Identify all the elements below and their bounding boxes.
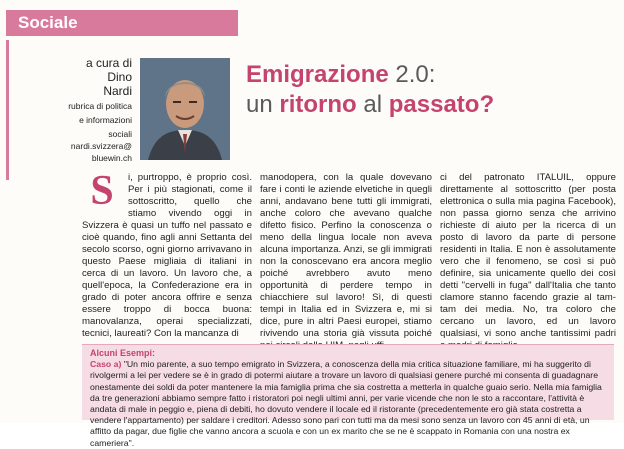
author-photo [140,58,230,160]
title-line-1 [246,60,616,90]
author-email-1: nardi.svizzera@ [70,141,132,151]
section-label: Sociale [18,13,78,32]
article-body [82,168,622,346]
examples-heading: Alcuni Esempi: [90,348,156,358]
author-role-3: sociali [108,129,132,139]
examples-box [82,344,614,448]
author-last-name: Nardi [103,84,132,98]
example-case-a [90,359,606,449]
author-role-2: e informazioni [79,115,132,125]
column-1-text: i, purtroppo, è proprio così. Per i più stagionati, come il sottoscritto, quello che stiamo vivendo oggi in Svizzera è quasi un tuffo nel passato e cioè quando, fino agli anni Settanta del secolo scorso, ogni giorno arrivavano in questo Paese migliaia di italiani in cerca di un lavoro. Un lavoro che, a quell'epoca, la Confederazione era in grado di poter ancora offrire e senza essere troppo di bocca buona: manovalanza, operai specializzati, tecnici, laureati? Con la mancanza di [82,172,252,339]
title-word-un: un [246,91,273,118]
article-column-2 [260,172,432,352]
title-word-al: al [363,91,383,118]
column-3-text: ci del patronato ITALUIL, oppure direttamente al sottoscritto (per posta elettronica o sulla mia pagina Facebook), non passa giorno senza che arrivino richieste di aiuto per la ricerca di un posto di lavoro da parte di persone residenti in Italia. E non è assolutamente vero che il fenomeno, se così si può definire, sia unicamente quello dei così detti "cervelli in fuga" dall'Italia che tanto clamore stanno facendo grazie al tam-tam dei media. No, tra coloro che cercano un lavoro, ed un lavoro qualsiasi, vi sono anche tantissimi padri [440,172,616,339]
author-first-name: Dino [107,70,132,84]
title-word-emigrazione: Emigrazione [246,61,389,88]
author-email-2: bluewin.ch [91,153,132,163]
column-2-text: manodopera, con la quale dovevano fare i conti le aziende elvetiche in quegli anni, andavano bene tutti gli immigrati, anche coloro che avevano qualche difetto fisico. Perfino la conoscenza o meno della lingua locale non aveva alcuna importanza. Anzi, se gli immigrati non la conoscevano era ancora meglio poiché avrebbero avuto meno opportunità di perdere tempo in chiacchiere sul lavoro! Sì, di questi tempi in Italia ed in Svizzera e, mi si dice, pure in altri Paesi europei, stiamo rivivendo una storia già vissuta poiché [260,172,432,339]
author-byline [30,56,132,164]
title-version: 2.0: [395,61,436,88]
section-accent-bar [6,40,9,180]
title-word-ritorno: ritorno [279,91,357,118]
author-portrait-icon [140,58,230,160]
title-word-passato: passato? [388,91,495,118]
section-header [6,10,238,36]
case-text: "Un mio parente, a suo tempo emigrato in Svizzera, a conoscenza della mia critica situazione familiare, mi ha suggerito di rivolgermi a lei per vedere se è in grado di potermi aiutare a trovare un lavoro di qualsiasi genere purché mi consenta di guadagnare onestamente dei soldi da poter mantenere la mia famiglia prima che sia costretta a metterla in qualche guaio serio. Nella mia famiglia da tre generazioni abbiamo sempre fatto i ristoratori poi negli ultimi anni, per varie vicende che non le sto a raccontare, l'attività è andata di male in peggio e, piena di debiti, ho dovuto vendere il locale ed il ristorante (precedentemente ero già stata costretta a vendere l'appartamento) per saldare i creditori. Adesso sono pari con tutti ma da mesi sono senza un lavoro con 45 anni di età, un affitto da pagar, due figlie che vanno ancora a scuola e con un ex marito che se ne è scappato in Romania con una nostra ex cameriera". [90,359,602,448]
title-line-2 [246,90,616,120]
article-title [246,60,616,120]
article-column-1 [82,168,252,340]
article-column-3 [440,172,616,352]
drop-cap: S [90,168,114,214]
byline-prefix: a cura di [85,56,132,70]
case-label: Caso a) [90,359,122,370]
author-role-1: rubrica di politica [68,101,132,111]
